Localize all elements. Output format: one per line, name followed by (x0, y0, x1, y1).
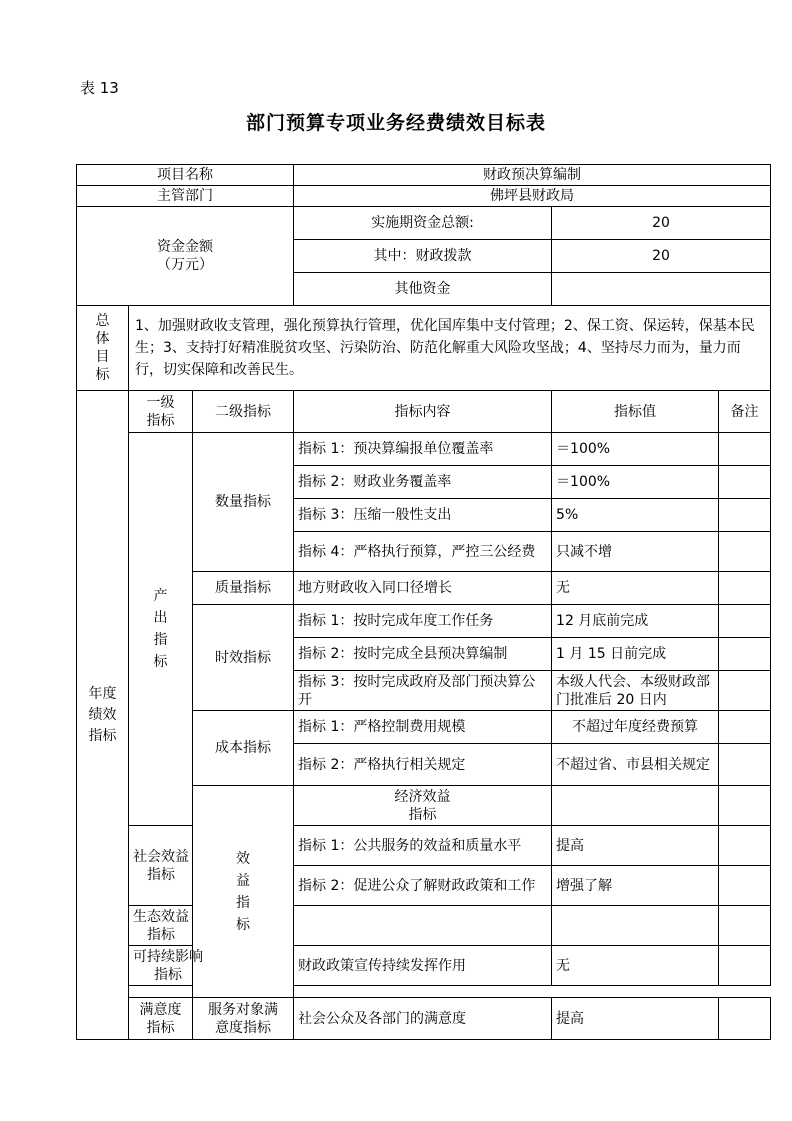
benefit-indicators-label: 效益指标 (193, 786, 294, 998)
note-cell (719, 826, 771, 866)
header-level1: 一级指标 (129, 391, 193, 433)
fund-label-line1: 资金金额 (157, 239, 214, 255)
fund-label-line2: （万元） (157, 257, 214, 273)
indicator-value (552, 906, 719, 946)
header-content: 指标内容 (294, 391, 552, 433)
service-satisfaction-label: 服务对象满意度指标 (193, 998, 294, 1040)
note-cell (719, 671, 771, 711)
note-cell (719, 711, 771, 744)
table-row (77, 433, 771, 466)
indicator-content: 指标 2：促进公众了解财政政策和工作 (294, 866, 552, 906)
allocation-value: 20 (552, 240, 771, 273)
note-cell (719, 433, 771, 466)
indicator-value: ＝100% (552, 433, 719, 466)
indicator-value (719, 786, 771, 826)
note-cell (719, 466, 771, 499)
economic-benefit-label: 经济效益指标 (294, 786, 552, 826)
indicator-value: 只减不增 (552, 532, 719, 572)
page-title: 部门预算专项业务经费绩效目标表 (245, 112, 546, 134)
indicator-content (552, 786, 719, 826)
table-row (77, 306, 771, 391)
indicator-value: 5% (552, 499, 719, 532)
indicator-value: 不超过省、市县相关规定 (552, 744, 719, 786)
indicator-content (294, 906, 552, 946)
satisfaction-indicators-label: 满意度指标 (129, 998, 193, 1040)
note-cell (719, 605, 771, 638)
table-row (77, 906, 771, 946)
indicator-value: 增强了解 (552, 866, 719, 906)
indicator-value: 提高 (552, 998, 719, 1040)
indicator-value: ＝100% (552, 466, 719, 499)
note-cell (719, 638, 771, 671)
overall-goal-label: 总体目标 (77, 306, 129, 391)
total-fund-value: 20 (552, 207, 771, 240)
performance-target-table (76, 164, 771, 1040)
indicator-content: 指标 4：严格执行预算，严控三公经费 (294, 532, 552, 572)
table-row (77, 186, 771, 207)
table-row (77, 207, 771, 240)
table-row (77, 165, 771, 186)
note-cell (719, 866, 771, 906)
note-cell (719, 499, 771, 532)
project-name-value: 财政预决算编制 (294, 165, 771, 186)
indicator-value: 无 (552, 946, 719, 986)
other-funds-value (552, 273, 771, 306)
indicator-content: 财政政策宣传持续发挥作用 (294, 946, 552, 986)
quantity-indicator-label: 数量指标 (193, 433, 294, 572)
timeliness-indicator-label: 时效指标 (193, 605, 294, 711)
annual-indicators-label: 年度绩效指标 (77, 391, 129, 1040)
indicator-content: 指标 1：按时完成年度工作任务 (294, 605, 552, 638)
indicator-content: 指标 3：压缩一般性支出 (294, 499, 552, 532)
indicator-content: 指标 2：按时完成全县预决算编制 (294, 638, 552, 671)
indicator-content: 指标 2：财政业务覆盖率 (294, 466, 552, 499)
dept-value: 佛坪县财政局 (294, 186, 771, 207)
indicator-content: 指标 1：预决算编报单位覆盖率 (294, 433, 552, 466)
note-cell (719, 532, 771, 572)
header-level2: 二级指标 (193, 391, 294, 433)
note-cell (719, 998, 771, 1040)
indicator-value: 本级人代会、本级财政部门批准后 20 日内 (552, 671, 719, 711)
overall-goal-text: 1、加强财政收支管理，强化预算执行管理，优化国库集中支付管理；2、保工资、保运转，保基本民生；3、支持打好精准脱贫攻坚、污染防治、防范化解重大风险攻坚战；4、坚持尽力而为，量力而行，切实保障和改善民生。 (129, 306, 771, 391)
output-indicators-label: 产出指标 (129, 433, 193, 826)
sustainable-impact-label: 可持续影响指标 (129, 946, 193, 986)
indicator-content: 指标 3：按时完成政府及部门预决算公开 (294, 671, 552, 711)
other-funds-label: 其他资金 (294, 273, 552, 306)
note-cell (719, 906, 771, 946)
indicator-value: 提高 (552, 826, 719, 866)
table-row (77, 986, 771, 998)
indicator-content: 指标 2：严格执行相关规定 (294, 744, 552, 786)
table-row (77, 826, 771, 866)
table-row (77, 391, 771, 433)
indicator-value: 12 月底前完成 (552, 605, 719, 638)
ecological-benefit-label: 生态效益指标 (129, 906, 193, 946)
indicator-content: 社会公众及各部门的满意度 (294, 998, 552, 1040)
allocation-label: 其中：财政拨款 (294, 240, 552, 273)
project-name-label: 项目名称 (77, 165, 294, 186)
header-note: 备注 (719, 391, 771, 433)
table-number-label: 表 13 (80, 79, 119, 97)
indicator-value: 无 (552, 572, 719, 605)
quality-indicator-label: 质量指标 (193, 572, 294, 605)
note-cell (719, 744, 771, 786)
header-value: 指标值 (552, 391, 719, 433)
indicator-content: 指标 1：严格控制费用规模 (294, 711, 552, 744)
cost-indicator-label: 成本指标 (193, 711, 294, 786)
note-cell (719, 946, 771, 986)
total-fund-label: 实施期资金总额: (294, 207, 552, 240)
indicator-value: 1 月 15 日前完成 (552, 638, 719, 671)
indicator-content: 地方财政收入同口径增长 (294, 572, 552, 605)
indicator-value: 不超过年度经费预算 (552, 711, 719, 744)
social-benefit-label: 社会效益指标 (129, 826, 193, 906)
table-row (77, 998, 771, 1040)
indicator-content: 指标 1：公共服务的效益和质量水平 (294, 826, 552, 866)
table-row (77, 946, 771, 986)
dept-label: 主管部门 (77, 186, 294, 207)
note-cell (719, 572, 771, 605)
fund-amount-label (77, 207, 294, 306)
